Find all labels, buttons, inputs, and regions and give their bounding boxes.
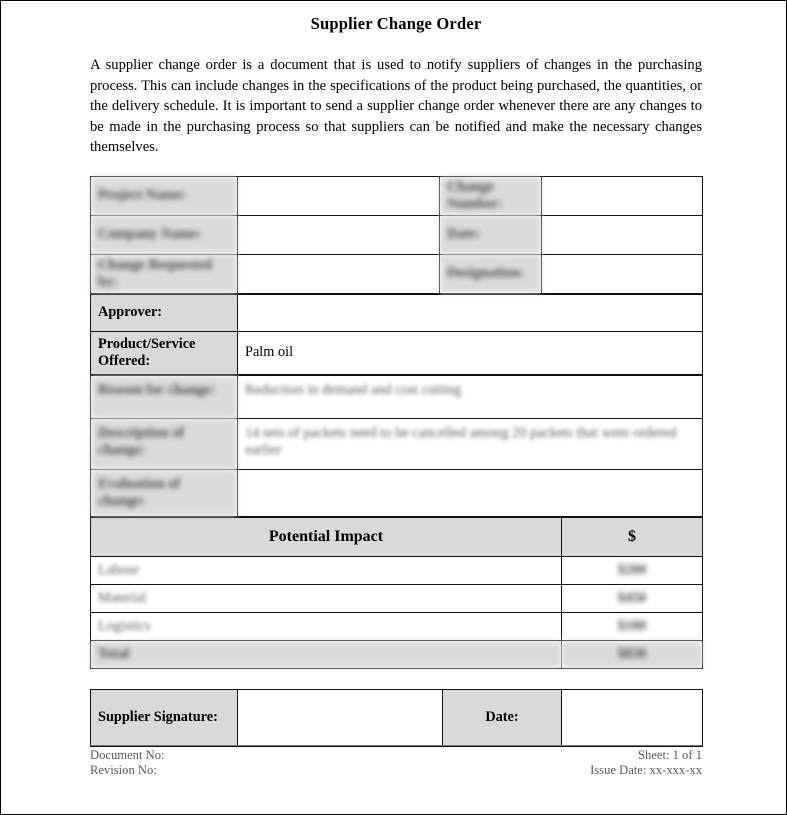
- reason-for-change-label: Reason for change:: [91, 375, 238, 418]
- table-row: [91, 469, 703, 516]
- page-footer: [90, 745, 702, 778]
- evaluation-of-change-label: Evaluation of change:: [91, 469, 238, 516]
- potential-impact-header: Potential Impact: [91, 517, 562, 556]
- change-detail-table: [90, 375, 703, 517]
- issue-date: Issue Date: xx-xxx-xx: [590, 763, 702, 777]
- document-no-label: Document No:: [90, 748, 165, 762]
- revision-no-label: Revision No:: [90, 763, 157, 777]
- amount-header: $: [562, 517, 703, 556]
- product-service-value[interactable]: Palm oil: [238, 331, 703, 374]
- table-row: [91, 176, 703, 215]
- table-row: [91, 215, 703, 254]
- supplier-signature-value[interactable]: [238, 689, 443, 746]
- reason-for-change-value[interactable]: Reduction in demand and cost cutting: [238, 375, 703, 418]
- impact-amount-material: $450: [562, 584, 703, 612]
- sheet-number: Sheet: 1 of 1: [637, 748, 702, 762]
- impact-item-total: Total: [91, 640, 562, 668]
- product-service-label: Product/Service Offered:: [91, 331, 238, 374]
- designation-value[interactable]: [542, 254, 703, 293]
- approver-product-table: [90, 294, 703, 375]
- signature-table: [90, 689, 703, 747]
- potential-impact-table: [90, 517, 703, 669]
- table-row: [91, 640, 703, 668]
- impact-amount-total: $830: [562, 640, 703, 668]
- designation-label: Designation:: [440, 254, 542, 293]
- company-name-value[interactable]: [238, 215, 440, 254]
- table-row: [91, 689, 703, 746]
- change-number-value[interactable]: [542, 176, 703, 215]
- approver-label: Approver:: [91, 294, 238, 331]
- date-value[interactable]: [542, 215, 703, 254]
- table-row: [91, 418, 703, 469]
- document-body: [90, 1, 702, 747]
- impact-amount-logistics: $180: [562, 612, 703, 640]
- signature-date-label: Date:: [443, 689, 562, 746]
- table-row: [91, 375, 703, 418]
- change-requested-by-label: Change Requested by:: [91, 254, 238, 293]
- description-of-change-value[interactable]: 14 sets of packets need to be cancelled among 20 packets that were ordered earlier: [238, 418, 703, 469]
- impact-item-material: Material: [91, 584, 562, 612]
- footer-row-bottom: [90, 763, 702, 778]
- impact-amount-labour: $200: [562, 556, 703, 584]
- signature-date-value[interactable]: [562, 689, 703, 746]
- company-name-label: Company Name:: [91, 215, 238, 254]
- footer-row-top: [90, 748, 702, 763]
- project-info-table: [90, 176, 703, 294]
- change-number-label: Change Number:: [440, 176, 542, 215]
- supplier-signature-label: Supplier Signature:: [91, 689, 238, 746]
- approver-value[interactable]: [238, 294, 703, 331]
- table-row: [91, 612, 703, 640]
- table-row: [91, 294, 703, 331]
- project-name-label: Project Name:: [91, 176, 238, 215]
- impact-item-logistics: Logistics: [91, 612, 562, 640]
- change-requested-by-value[interactable]: [238, 254, 440, 293]
- project-name-value[interactable]: [238, 176, 440, 215]
- evaluation-of-change-value[interactable]: [238, 469, 703, 516]
- intro-paragraph: A supplier change order is a document that is used to notify suppliers of changes in the purchasing process. This can include changes in the specifications of the product being purchased, the quantities, or the delivery schedule. It is important to send a supplier change order whenever there are any changes to be made in the purchasing process so that suppliers can be notified and make the necessary changes themselves.: [90, 57, 702, 156]
- table-header-row: [91, 517, 703, 556]
- table-row: [91, 584, 703, 612]
- table-row: [91, 556, 703, 584]
- page-title: Supplier Change Order: [310, 14, 482, 33]
- date-label: Date:: [440, 215, 542, 254]
- impact-item-labour: Labour: [91, 556, 562, 584]
- description-of-change-label: Description of change:: [91, 418, 238, 469]
- table-row: [91, 331, 703, 374]
- table-row: [91, 254, 703, 293]
